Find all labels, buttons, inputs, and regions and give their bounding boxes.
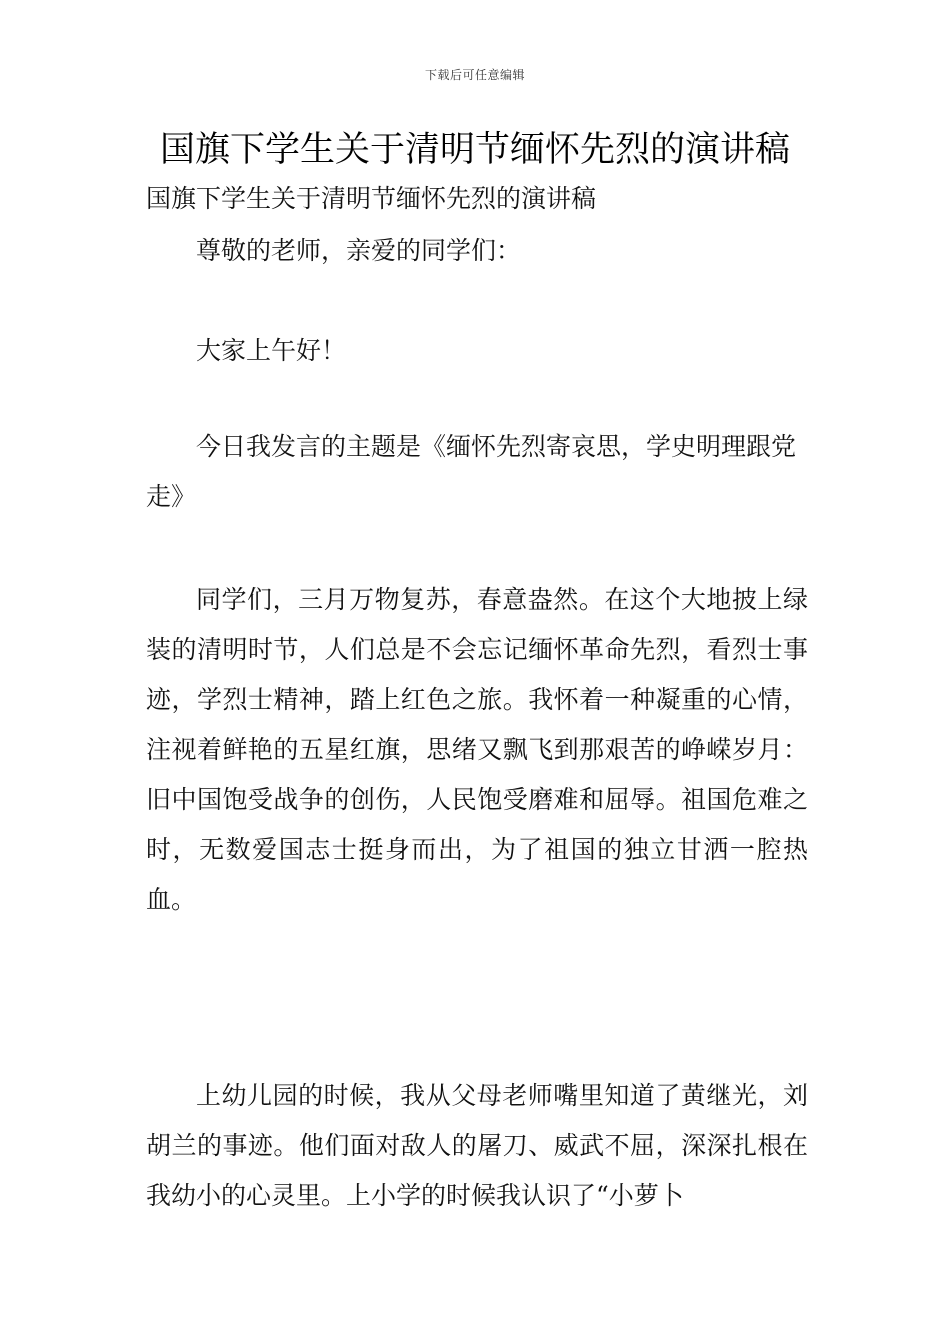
topic-paragraph: 今日我发言的主题是《缅怀先烈寄哀思，学史明理跟党走》 (146, 432, 797, 511)
greeting-line: 尊敬的老师，亲爱的同学们： (196, 236, 522, 265)
body-paragraph-2: 上幼儿园的时候，我从父母老师嘴里知道了黄继光，刘胡兰的事迹。他们面对敌人的屠刀、威武不屈，深深扎根在我幼小的心灵里。上小学的时候我认识了“小萝卜 (146, 1081, 808, 1210)
body-paragraph-1: 同学们，三月万物复苏，春意盎然。在这个大地披上绿装的清明时节，人们总是不会忘记缅怀革命先烈，看烈士事迹，学烈士精神，踏上红色之旅。我怀着一种凝重的心情，注视着鲜艳的五星红旗，思绪又飘飞到那艰苦的峥嵘岁月：旧中国饱受战争的创伤，人民饱受磨难和屈辱。祖国危难之时，无数爱国志士挺身而出，为了祖国的独立甘洒一腔热血。 (146, 585, 808, 914)
document-subtitle: 国旗下学生关于清明节缅怀先烈的演讲稿 (146, 184, 597, 213)
header-note: 下载后可任意编辑 (424, 68, 525, 82)
hello-line: 大家上午好！ (196, 336, 347, 365)
document-title: 国旗下学生关于清明节缅怀先烈的演讲稿 (159, 130, 790, 170)
